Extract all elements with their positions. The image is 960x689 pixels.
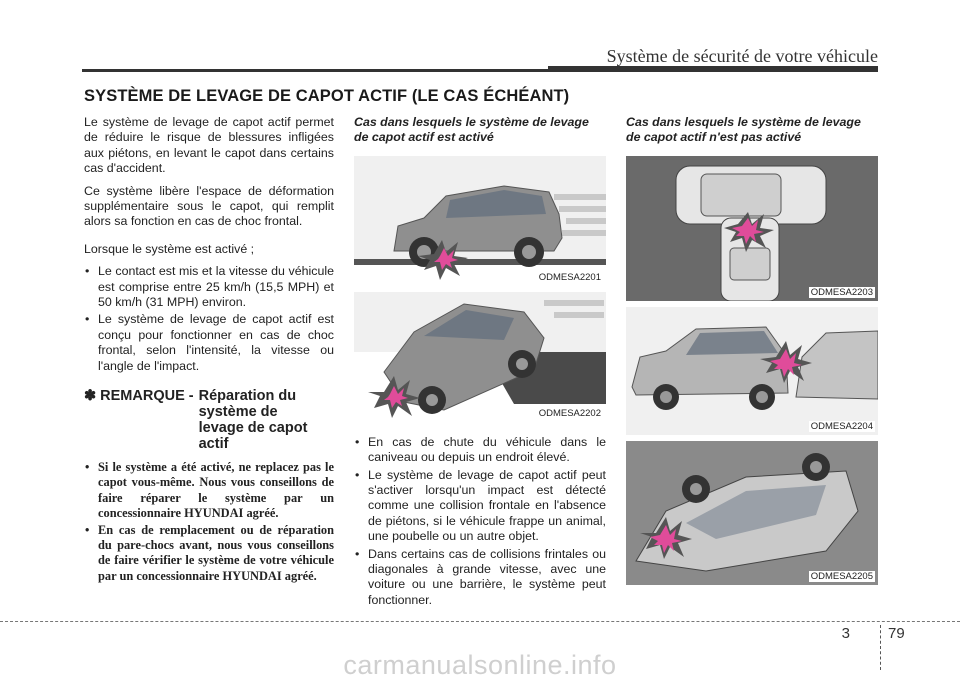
intro-paragraph-2: Ce système libère l'espace de déformation supplémentaire sous le capot, qui remplit alors sa fonction en cas de choc frontal. [84, 183, 334, 229]
figure-top-collision [626, 156, 878, 301]
figure-code: ODMESA2205 [810, 570, 873, 582]
figure-rear-collision [626, 307, 878, 435]
figure-code: ODMESA2202 [538, 407, 601, 419]
activation-conditions [84, 264, 334, 374]
running-header: Système de sécurité de votre véhicule [606, 46, 878, 66]
watermark: carmanualsonline.info [343, 650, 617, 680]
list-item: • Dans certains cas de collisions frintales ou diagonales à grande vitesse, avec une voiture ou une barrière, le système peut fonctionner. [354, 547, 606, 609]
footer-divider [0, 621, 960, 622]
column-activated [354, 115, 606, 610]
figure-rollover [626, 441, 878, 585]
rear-collision-illustration [626, 307, 878, 435]
figure-code: ODMESA2203 [810, 286, 873, 298]
activation-intro: Lorsque le système est activé ; [84, 241, 255, 256]
figure-code: ODMESA2201 [538, 271, 601, 283]
figure-car-ditch [354, 292, 606, 422]
list-item: • En cas de chute du véhicule dans le caniveau ou depuis un endroit élevé. [354, 435, 606, 466]
intro-paragraph-1: Le système de levage de capot actif permet de réduire le risque de blessures infligées aux piétons, en levant le capot dans certains cas d'accident. [84, 115, 334, 176]
list-item: • En cas de remplacement ou de réparation du pare-chocs avant, nous vous conseillons de faire vérifier le système de votre véhicule par un concessionnaire HYUNDAI agréé. [84, 523, 334, 584]
list-item: • Si le système a été activé, ne replacez pas le capot vous-même. Nous vous conseillons de faire réparer le système par un concessionnaire HYUNDAI agréé. [84, 460, 334, 521]
car-ditch-illustration [354, 292, 606, 422]
section-title: SYSTÈME DE LEVAGE DE CAPOT ACTIF (LE CAS ÉCHÉANT) [84, 87, 570, 105]
rollover-illustration [626, 441, 878, 585]
list-item: • Le système de levage de capot actif est conçu pour fonctionner en cas de choc frontal, selon l'intensité, la vitesse ou l'angle de l'impact. [84, 312, 334, 374]
activated-caption: Cas dans lesquels le système de levage de capot actif est activé [354, 115, 589, 145]
page-section: 3 [841, 625, 850, 642]
page-num: 79 [888, 625, 905, 642]
list-item: • Le système de levage de capot actif peut s'activer lorsqu'un impact est détecté comme une collision frontale en l'absence de piétons, si le véhicule frappe un animal, une poubelle ou un autre objet. [354, 468, 606, 545]
header-rule-accent [548, 66, 878, 71]
top-collision-illustration [626, 156, 878, 301]
note-title: Réparation du système de levage de capot actif [198, 388, 308, 453]
list-item: • Le contact est mis et la vitesse du véhicule est comprise entre 25 km/h (15,5 MPH) et 50 km/h (31 MPH) environ. [84, 264, 334, 310]
column-not-activated [626, 115, 878, 585]
note-heading [84, 388, 334, 452]
not-activated-caption: Cas dans lesquels le système de levage de capot actif n'est pas activé [626, 115, 861, 145]
column-intro [84, 115, 334, 586]
figure-code: ODMESA2204 [810, 420, 873, 432]
note-label: REMARQUE - [100, 388, 194, 405]
note-star-icon: ✽ [84, 388, 97, 405]
note-list [84, 460, 334, 584]
car-drop-illustration [354, 156, 606, 286]
activated-conditions [354, 435, 606, 608]
figure-car-drop [354, 156, 606, 286]
